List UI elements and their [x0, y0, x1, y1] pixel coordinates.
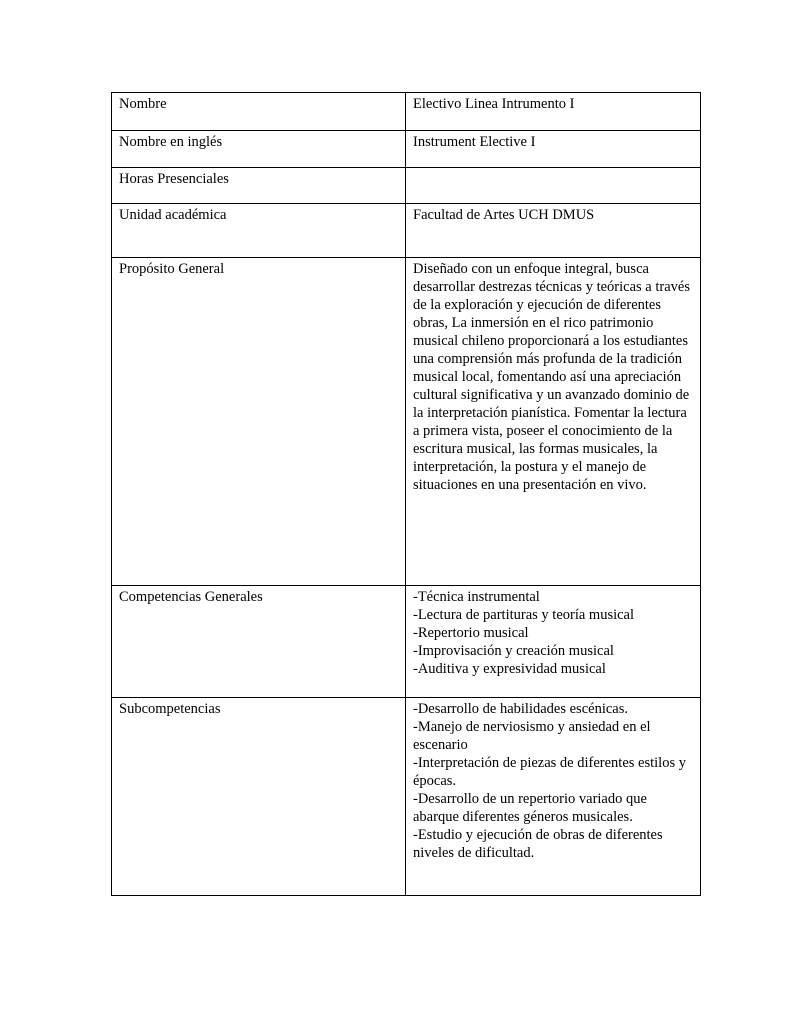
row-label: Nombre en inglés	[112, 131, 406, 168]
row-label: Competencias Generales	[112, 586, 406, 698]
row-label: Horas Presenciales	[112, 168, 406, 204]
row-label: Subcompetencias	[112, 698, 406, 896]
row-label: Propósito General	[112, 258, 406, 586]
course-info-table	[111, 92, 701, 896]
row-value-list	[406, 586, 701, 698]
table-row-competencias-generales	[112, 586, 701, 698]
list-item: -Lectura de partituras y teoría musical	[413, 607, 635, 623]
table-row-subcompetencias	[112, 698, 701, 896]
table-row-nombre-ingles	[112, 131, 701, 168]
list-item: -Técnica instrumental	[413, 589, 540, 605]
row-value: Diseñado con un enfoque integral, busca desarrollar destrezas técnicas y teóricas a través de la exploración y ejecución de diferentes obras, La inmersión en el rico patrimonio musical chileno proporcionará a los estudiantes una comprensión más profunda de la tradición musical local, fomentando así una apreciación cultural significativa y un avanzado dominio de la interpretación pianística. Fomentar la lectura a primera vista, poseer el conocimiento de la escritura musical, las formas musicales, la interpretación, la postura y el manejo de situaciones en una presentación en vivo.	[406, 258, 701, 586]
row-value: Electivo Linea Intrumento I	[406, 93, 701, 131]
list-item: -Desarrollo de habilidades escénicas.	[413, 701, 628, 717]
row-value: Instrument Elective I	[406, 131, 701, 168]
list-item: -Repertorio musical	[413, 625, 529, 641]
row-value	[406, 168, 701, 204]
list-item: -Interpretación de piezas de diferentes estilos y épocas.	[413, 755, 686, 789]
row-value-list	[406, 698, 701, 896]
list-item: -Desarrollo de un repertorio variado que abarque diferentes géneros musicales.	[413, 791, 647, 825]
list-item: -Auditiva y expresividad musical	[413, 661, 606, 677]
table-row-unidad-academica	[112, 204, 701, 258]
table-row-proposito-general	[112, 258, 701, 586]
row-label: Nombre	[112, 93, 406, 131]
list-item: -Estudio y ejecución de obras de diferentes niveles de dificultad.	[413, 827, 663, 861]
table-row-horas-presenciales	[112, 168, 701, 204]
list-item: -Improvisación y creación musical	[413, 643, 614, 659]
row-value: Facultad de Artes UCH DMUS	[406, 204, 701, 258]
row-label: Unidad académica	[112, 204, 406, 258]
table-row-nombre	[112, 93, 701, 131]
list-item: -Manejo de nerviosismo y ansiedad en el escenario	[413, 719, 651, 753]
